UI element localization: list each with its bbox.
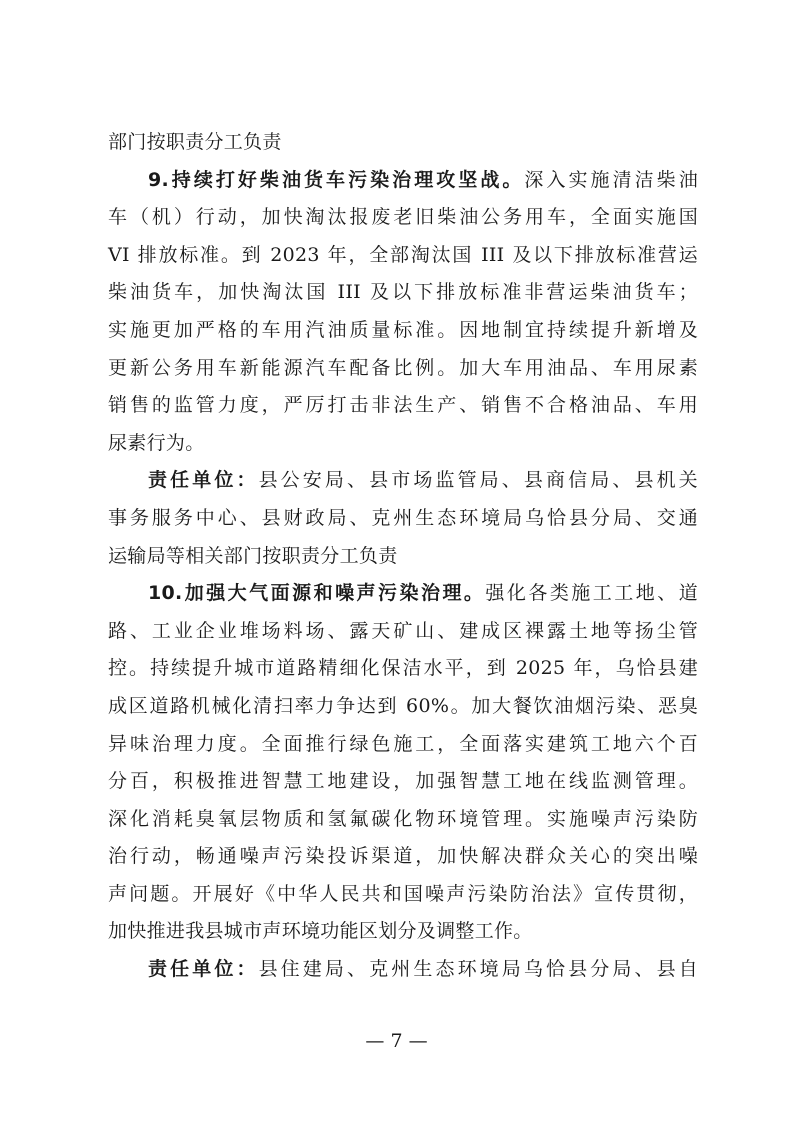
text-line: 声问题。开展好《中华人民共和国噪声污染防治法》宣传贯彻， <box>108 882 698 905</box>
text-line: 柴油货车，加快淘汰国 III 及以下排放标准非营运柴油货车； <box>108 281 698 304</box>
paragraph-responsible-units <box>108 951 698 989</box>
text-run: 县住建局、克州生态环境局乌恰县分局、县自 <box>258 958 698 981</box>
paragraph-responsible-units <box>108 462 698 575</box>
text-line: 尿素行为。 <box>108 431 205 454</box>
text-line: 车（机）行动，加快淘汰报废老旧柴油公务用车，全面实施国 <box>108 206 698 229</box>
text-line <box>108 575 698 613</box>
paragraph <box>108 124 698 162</box>
text-line: 部门按职责分工负责 <box>108 131 282 153</box>
text-line: 路、工业企业堆场料场、露天矿山、建成区裸露土地等扬尘管 <box>108 619 698 642</box>
text-line <box>108 162 698 200</box>
text-run: 县公安局、县市场监管局、县商信局、县机关 <box>258 469 698 492</box>
item-heading: 9.持续打好柴油货车污染治理攻坚战。 <box>148 168 525 191</box>
text-line: 加快推进我县城市声环境功能区划分及调整工作。 <box>108 920 533 943</box>
document-body <box>108 124 698 989</box>
page-number: — 7 — <box>365 1030 428 1052</box>
text-line: 更新公务用车新能源汽车配备比例。加大车用油品、车用尿素 <box>108 356 698 379</box>
text-line: 运输局等相关部门按职责分工负责 <box>108 544 398 567</box>
text-line <box>108 951 698 989</box>
responsible-label: 责任单位： <box>148 958 259 981</box>
text-line: 控。持续提升城市道路精细化保洁水平，到 2025 年，乌恰县建 <box>108 657 698 680</box>
paragraph-item-10 <box>108 575 698 951</box>
paragraph-item-9 <box>108 162 698 463</box>
text-line: 深化消耗臭氧层物质和氢氟碳化物环境管理。实施噪声污染防 <box>108 807 698 830</box>
text-line: 事务服务中心、县财政局、克州生态环境局乌恰县分局、交通 <box>108 506 698 529</box>
text-line: 实施更加严格的车用汽油质量标准。因地制宜持续提升新增及 <box>108 318 698 341</box>
text-run: 深入实施清洁柴油 <box>524 168 698 191</box>
text-line <box>108 462 698 500</box>
responsible-label: 责任单位： <box>148 469 259 492</box>
text-run: 强化各类施工工地、道 <box>485 582 698 605</box>
text-line: 销售的监管力度，严厉打击非法生产、销售不合格油品、车用 <box>108 394 698 417</box>
text-line: 分百，积极推进智慧工地建设，加强智慧工地在线监测管理。 <box>108 770 698 793</box>
item-heading: 10.加强大气面源和噪声污染治理。 <box>148 582 486 605</box>
text-line: VI 排放标准。到 2023 年，全部淘汰国 III 及以下排放标准营运 <box>108 243 698 266</box>
text-line: 异味治理力度。全面推行绿色施工，全面落实建筑工地六个百 <box>108 732 698 755</box>
text-line: 成区道路机械化清扫率力争达到 60%。加大餐饮油烟污染、恶臭 <box>108 694 698 717</box>
text-line: 治行动，畅通噪声污染投诉渠道，加快解决群众关心的突出噪 <box>108 845 698 868</box>
